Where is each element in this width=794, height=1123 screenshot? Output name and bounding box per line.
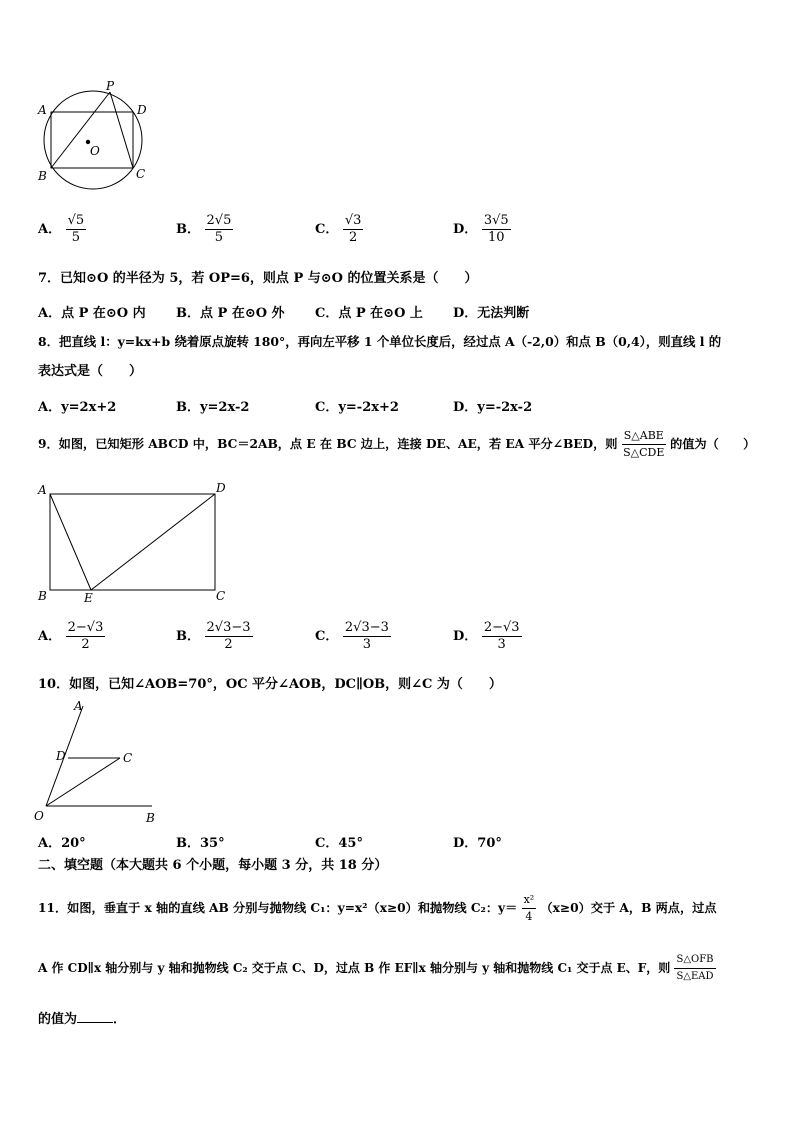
label-o-q10: O — [34, 809, 44, 823]
label-d-q10: D — [56, 749, 66, 763]
q9-stem: 9．如图，已知矩形 ABCD 中，BC＝2AB，点 E 在 BC 边上，连接 DE、AE，若 EA 平分∠BED，则 $\frac{\text{S△ABE}}{\text{S△CDE}}$ 的值为（ ） — [38, 429, 756, 459]
label-b-q10: B — [146, 811, 155, 824]
q7-option-d[interactable]: D．无法判断 — [453, 306, 530, 321]
q6-option-d[interactable]: D． $\frac{3√5}{10}$ — [453, 213, 509, 245]
section-heading: 二、填空题（本大题共 6 个小题，每小题 3 分，共 18 分） — [38, 858, 388, 873]
q11-area-ratio: $\frac{\text{S△OFB}}{\text{S△EAD}}$ — [676, 954, 714, 982]
q8-option-b[interactable]: B．y=2x-2 — [176, 400, 250, 415]
q7-stem: 7．已知⊙O 的半径为 5，若 OP=6，则点 P 与⊙O 的位置关系是（ ） — [38, 271, 478, 286]
label-o: O — [90, 144, 100, 158]
label-c: C — [136, 167, 146, 181]
q10-option-a[interactable]: A．20° — [38, 836, 86, 851]
circle-figure — [30, 78, 160, 198]
label-a-q10: A — [74, 699, 83, 713]
rectangle-figure — [30, 478, 240, 606]
q7-option-a[interactable]: A．点 P 在⊙O 内 — [38, 306, 146, 321]
q8-stem-line2: 表达式是（ ） — [38, 364, 143, 379]
answer-blank[interactable] — [77, 1010, 113, 1023]
label-b: B — [38, 169, 47, 183]
segment-de — [91, 494, 215, 590]
label-d-q9: D — [216, 481, 226, 495]
segment-oc — [46, 758, 120, 806]
q11-stem-line3: 的值为 ． — [38, 1012, 127, 1027]
q9-area-ratio: $\frac{\text{S△ABE}}{\text{S△CDE}}$ — [623, 429, 665, 459]
q11-stem-line1: 11．如图，垂直于 x 轴的直线 AB 分别与抛物线 C₁：y=x²（x≥0）和抛物线 C₂：y＝ $\frac{\text{x²}}{4}$ （x≥0）交于 A，B 两点，过点 — [38, 893, 717, 923]
q9-option-d[interactable]: D． $\frac{2-√3}{3}$ — [453, 620, 520, 652]
q7-option-b[interactable]: B．点 P 在⊙O 外 — [176, 306, 285, 321]
label-d: D — [137, 103, 147, 117]
q10-option-b[interactable]: B．35° — [176, 836, 225, 851]
q6-option-a[interactable]: A． $\frac{√5}{5}$ — [38, 213, 85, 245]
q8-option-d[interactable]: D．y=-2x-2 — [453, 400, 533, 415]
label-a: A — [38, 103, 47, 117]
label-e-q9: E — [84, 591, 93, 605]
q8-option-c[interactable]: C．y=-2x+2 — [315, 400, 399, 415]
label-c-q9: C — [216, 589, 226, 603]
label-a-q9: A — [38, 483, 47, 497]
q7-option-c[interactable]: C．点 P 在⊙O 上 — [315, 306, 423, 321]
q6-option-b[interactable]: B． $\frac{2√5}{5}$ — [176, 213, 232, 245]
circle-o — [44, 91, 142, 189]
q10-stem: 10．如图，已知∠AOB=70°，OC 平分∠AOB，DC∥OB，则∠C 为（ ） — [38, 677, 502, 692]
q10-option-d[interactable]: D．70° — [453, 836, 502, 851]
q9-option-a[interactable]: A． $\frac{2-√3}{2}$ — [38, 620, 104, 652]
q9-option-c[interactable]: C． $\frac{2√3-3}{3}$ — [315, 620, 389, 652]
rectangle-abcd-q9 — [50, 494, 215, 590]
label-p: P — [106, 79, 115, 93]
q6-option-c[interactable]: C． $\frac{√3}{2}$ — [315, 213, 362, 245]
q8-option-a[interactable]: A．y=2x+2 — [38, 400, 117, 415]
q8-stem-line1: 8．把直线 l：y=kx+b 绕着原点旋转 180°，再向左平移 1 个单位长度后，经过点 A（-2,0）和点 B（0,4），则直线 l 的 — [38, 334, 722, 349]
segment-pc — [110, 92, 133, 168]
q11-stem-line2: A 作 CD∥x 轴分别与 y 轴和抛物线 C₂ 交于点 C、D，过点 B 作 EF∥x 轴分别与 y 轴和抛物线 C₁ 交于点 E、F，则 $\frac{\text{S△OFB}}{\text{S△EAD}}$ — [38, 952, 716, 985]
label-c-q10: C — [123, 751, 133, 765]
q10-option-c[interactable]: C．45° — [315, 836, 363, 851]
angle-figure — [30, 698, 170, 824]
q9-option-b[interactable]: B． $\frac{2√3-3}{2}$ — [176, 620, 251, 652]
rectangle-abcd — [51, 112, 133, 168]
segment-ae — [50, 494, 91, 590]
label-b-q9: B — [38, 589, 47, 603]
q11-parabola-fraction: $\frac{\text{x²}}{4}$ — [523, 893, 535, 923]
